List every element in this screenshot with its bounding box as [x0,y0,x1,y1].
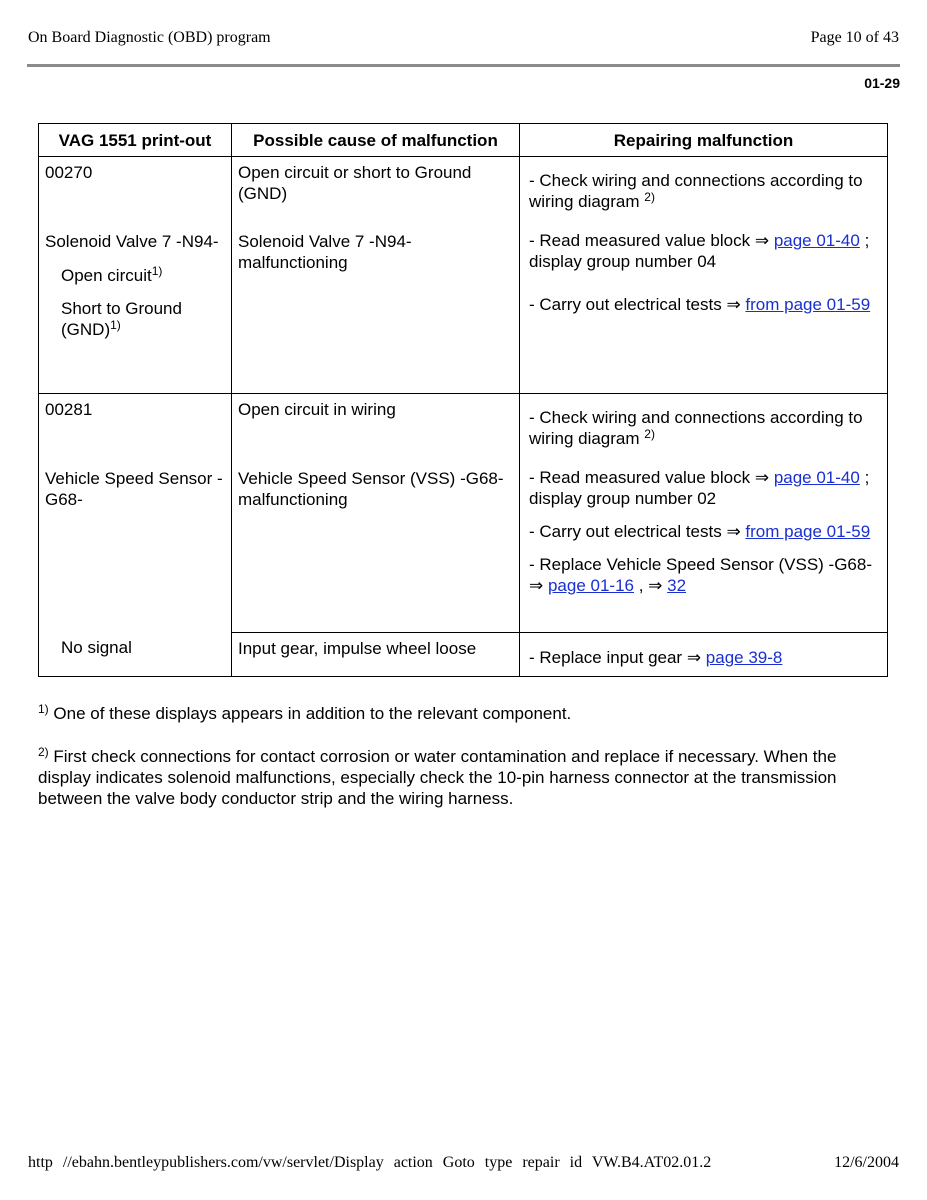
document-title: On Board Diagnostic (OBD) program [28,29,271,46]
printout-cell [39,632,232,677]
printout-cell [39,157,232,394]
table-header-row [39,124,888,157]
column-header: VAG 1551 print-out [39,124,232,157]
page-link[interactable]: from page 01-59 [745,295,871,314]
cause-cell [232,157,520,394]
page-number: Page 10 of 43 [810,29,899,46]
repair-step: - Read measured value block ⇒ page 01-40 ; display group number 04 [529,231,870,271]
component-name: Solenoid Valve 7 -N94- [45,232,219,251]
cause-text: Solenoid Valve 7 -N94- malfunctioning [238,232,412,272]
repair-step: - Carry out electrical tests ⇒ from page 01-59 [529,295,871,314]
printout-cell [39,394,232,633]
page-link[interactable]: page 39-8 [705,647,783,667]
repair-cell [520,157,888,394]
repair-cell [520,632,888,677]
fault-type-short: Short to Ground (GND)$^{1)}$ [61,299,182,339]
footnotes [38,703,888,831]
cause-cell [232,632,520,677]
footer-url: http //ebahn.bentleypublishers.com/vw/servlet/Display action Goto type repair id VW.B4.AT02.01.2 [28,1154,712,1171]
fault-type-open: Open circuit$^{1)}$ [61,264,163,285]
table-row [39,394,888,633]
footnote-2: $^{2)}$ First check connections for contact corrosion or water contamination and replace if necessary. When the display indicates solenoid malfunctions, especially check the 10-pin harness connector at the transmission between the valve body conductor strip and the wiring harness. [38,745,837,808]
cause-text: Open circuit in wiring [238,400,396,419]
repair-step: - Check wiring and connections according to wiring diagram $^{2)}$ [529,171,863,211]
cause-text: Vehicle Speed Sensor (VSS) -G68- malfunctioning [238,469,504,509]
page-link[interactable]: page 01-16 [547,576,634,595]
fault-code: 00281 [45,400,93,419]
repair-step: - Replace input gear ⇒ page 39-8 [529,647,783,667]
header-divider [27,64,900,67]
cause-text: Input gear, impulse wheel loose [238,638,477,658]
table-row [39,157,888,394]
fault-code: 00270 [45,163,93,182]
component-name: Vehicle Speed Sensor -G68- [45,469,223,509]
repair-step: - Replace Vehicle Speed Sensor (VSS) -G68- ⇒ page 01-16 , ⇒ 32 [529,555,873,595]
repair-step: - Carry out electrical tests ⇒ from page 01-59 [529,522,871,541]
page-link[interactable]: page 01-40 [773,231,860,250]
repair-cell [520,394,888,633]
column-header: Possible cause of malfunction [232,124,520,157]
fault-type-no-signal: No signal [61,638,132,657]
repair-step: - Read measured value block ⇒ page 01-40 ; display group number 02 [529,468,870,508]
page-link[interactable]: page 01-40 [773,468,860,487]
cause-text: Open circuit or short to Ground (GND) [238,163,472,203]
page-link[interactable]: from page 01-59 [745,522,871,541]
page-link[interactable]: 32 [667,576,687,595]
footer-date: 12/6/2004 [834,1154,899,1171]
section-code: 01-29 [864,75,900,91]
table-row [39,632,888,677]
diagnostic-table [38,123,888,677]
column-header: Repairing malfunction [520,124,888,157]
repair-step: - Check wiring and connections according to wiring diagram $^{2)}$ [529,408,863,448]
cause-cell [232,394,520,633]
footnote-1: $^{1)}$ One of these displays appears in addition to the relevant component. [38,702,572,723]
